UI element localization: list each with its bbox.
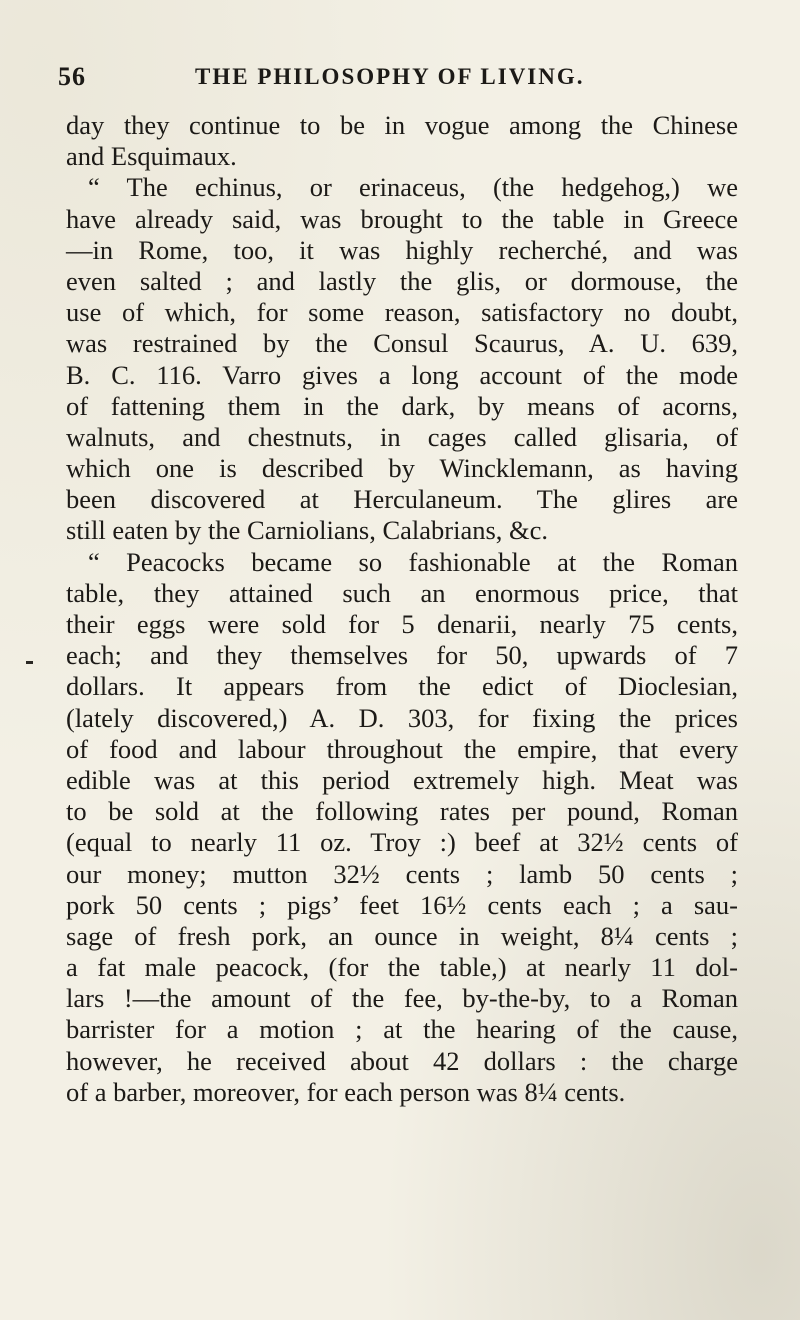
text-line: barrister for a motion ; at the hearing of the cause, xyxy=(66,1014,738,1045)
text-line: table, they attained such an enormous price, that xyxy=(66,577,738,608)
text-line: each; and they themselves for 50, upwards of 7 xyxy=(66,640,738,671)
text-line: of food and labour throughout the empire, that every xyxy=(66,733,738,764)
page-number: 56 xyxy=(58,62,86,91)
text-line: lars !—the amount of the fee, by-the-by, to a Roman xyxy=(66,983,738,1014)
text-line: dollars. It appears from the edict of Dioclesian, xyxy=(66,671,738,702)
body-text xyxy=(66,110,738,1108)
text-line: which one is described by Wincklemann, as having xyxy=(66,453,738,484)
text-line: edible was at this period extremely high. Meat was xyxy=(66,764,738,795)
text-line: B. C. 116. Varro gives a long account of the mode xyxy=(66,359,738,390)
text-line: (equal to nearly 11 oz. Troy :) beef at 32½ cents of xyxy=(66,827,738,858)
text-line: of fattening them in the dark, by means of acorns, xyxy=(66,390,738,421)
text-line: “ Peacocks became so fashionable at the Roman xyxy=(88,546,738,577)
margin-mark xyxy=(26,661,33,664)
text-line: a fat male peacock, (for the table,) at nearly 11 dol- xyxy=(66,952,738,983)
text-line: was restrained by the Consul Scaurus, A. U. 639, xyxy=(66,328,738,359)
text-line: walnuts, and chestnuts, in cages called glisaria, of xyxy=(66,421,738,452)
text-line: their eggs were sold for 5 denarii, nearly 75 cents, xyxy=(66,609,738,639)
text-line: still eaten by the Carniolians, Calabrians, &c. xyxy=(66,515,549,546)
running-title: THE PHILOSOPHY OF LIVING. xyxy=(195,64,585,89)
text-line: —in Rome, too, it was highly recherché, and was xyxy=(66,234,738,265)
text-line: of a barber, moreover, for each person was 8¼ cents. xyxy=(66,1076,626,1107)
text-line: “ The echinus, or erinaceus, (the hedgehog,) we xyxy=(88,172,738,203)
text-line: have already said, was brought to the table in Greece xyxy=(66,203,738,234)
text-line: to be sold at the following rates per pound, Roman xyxy=(66,796,738,827)
text-line: pork 50 cents ; pigs’ feet 16½ cents each ; a sau- xyxy=(66,889,738,920)
text-line: sage of fresh pork, an ounce in weight, 8¼ cents ; xyxy=(66,920,738,951)
page-header xyxy=(58,62,738,98)
text-line: use of which, for some reason, satisfactory no doubt, xyxy=(66,297,738,328)
text-line: been discovered at Herculaneum. The glires are xyxy=(66,484,738,515)
text-line: and Esquimaux. xyxy=(66,141,237,172)
text-line: our money; mutton 32½ cents ; lamb 50 cents ; xyxy=(66,858,738,889)
text-line: day they continue to be in vogue among the Chinese xyxy=(66,110,738,140)
text-line: even salted ; and lastly the glis, or dormouse, the xyxy=(66,265,738,296)
text-line: (lately discovered,) A. D. 303, for fixing the prices xyxy=(66,702,738,733)
text-line: however, he received about 42 dollars : the charge xyxy=(66,1045,738,1076)
